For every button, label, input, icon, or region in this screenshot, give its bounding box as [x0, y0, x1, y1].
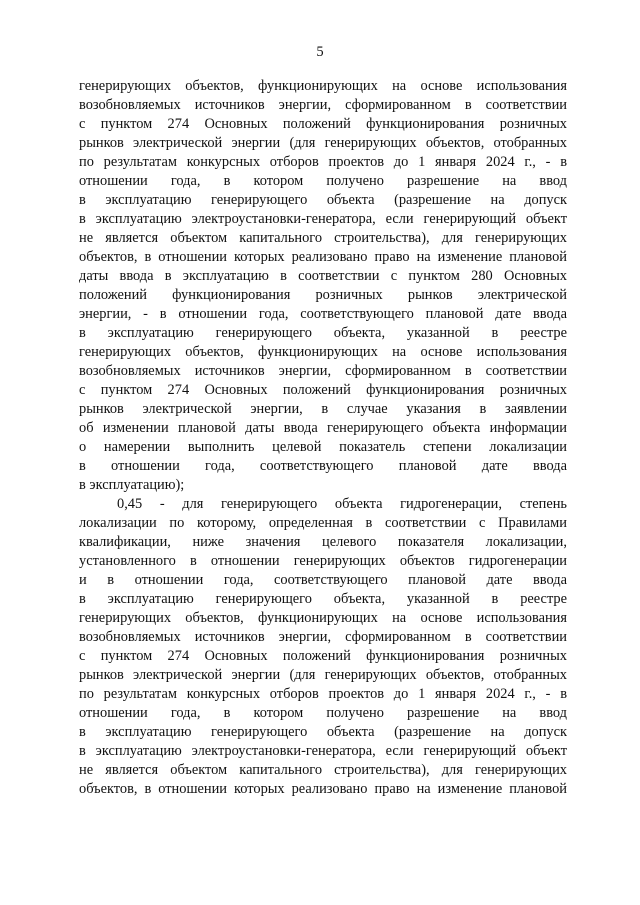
text-line: по результатам конкурсных отборов проектов до 1 января 2024 г., - в [79, 154, 567, 170]
text-line: рынков электрической энергии (для генерирующих объектов, отобранных [79, 667, 567, 683]
text-line: локализации по которому, определенная в соответствии с Правилами [79, 515, 567, 531]
text-line: положений функционирования розничных рынков электрической [79, 287, 567, 303]
text-line: о намерении выполнить целевой показатель степени локализации [79, 439, 567, 455]
body-text [79, 77, 567, 799]
text-line: генерирующих объектов, функционирующих на основе использования [79, 78, 567, 94]
text-line: в отношении года, соответствующего плановой дате ввода [79, 458, 567, 474]
text-line: энергии, - в отношении года, соответствующего плановой дате ввода [79, 306, 567, 322]
text-line: генерирующих объектов, функционирующих на основе использования [79, 610, 567, 626]
text-line: с пунктом 274 Основных положений функционирования розничных [79, 382, 567, 398]
text-line: в эксплуатацию электроустановки-генератора, если генерирующий объект [79, 211, 567, 227]
text-line: установленного в отношении генерирующих объектов гидрогенерации [79, 553, 567, 569]
text-line: квалификации, ниже значения целевого показателя локализации, [79, 534, 567, 550]
text-line: в эксплуатацию); [79, 477, 185, 493]
text-line: и в отношении года, соответствующего плановой дате ввода [79, 572, 567, 588]
text-line: не является объектом капитального строительства), для генерирующих [79, 762, 567, 778]
text-line: по результатам конкурсных отборов проектов до 1 января 2024 г., - в [79, 686, 567, 702]
text-line: рынков электрической энергии, в случае указания в заявлении [79, 401, 567, 417]
text-line: в эксплуатацию генерирующего объекта, указанной в реестре [79, 591, 567, 607]
text-line: даты ввода в эксплуатацию в соответствии с пунктом 280 Основных [79, 268, 567, 284]
text-line: об изменении плановой даты ввода генерирующего объекта информации [79, 420, 567, 436]
text-line: отношении года, в котором получено разрешение на ввод [79, 705, 567, 721]
text-line: в эксплуатацию генерирующего объекта (разрешение на допуск [79, 192, 567, 208]
text-line: в эксплуатацию генерирующего объекта (разрешение на допуск [79, 724, 567, 740]
text-line: с пунктом 274 Основных положений функционирования розничных [79, 648, 567, 664]
text-line: возобновляемых источников энергии, сформированном в соответствии [79, 363, 567, 379]
text-line: генерирующих объектов, функционирующих на основе использования [79, 344, 567, 360]
text-line: рынков электрической энергии (для генерирующих объектов, отобранных [79, 135, 567, 151]
text-line: с пунктом 274 Основных положений функционирования розничных [79, 116, 567, 132]
text-line: объектов, в отношении которых реализовано право на изменение плановой [79, 249, 567, 265]
text-line: возобновляемых источников энергии, сформированном в соответствии [79, 97, 567, 113]
text-line: в эксплуатацию электроустановки-генератора, если генерирующий объект [79, 743, 567, 759]
page-number: 5 [316, 44, 324, 60]
text-line: отношении года, в котором получено разрешение на ввод [79, 173, 567, 189]
text-line: объектов, в отношении которых реализовано право на изменение плановой [79, 781, 567, 797]
text-line: возобновляемых источников энергии, сформированном в соответствии [79, 629, 567, 645]
text-line: не является объектом капитального строительства), для генерирующих [79, 230, 567, 246]
text-line: в эксплуатацию генерирующего объекта, указанной в реестре [79, 325, 567, 341]
text-line: 0,45 - для генерирующего объекта гидрогенерации, степень [117, 496, 567, 512]
